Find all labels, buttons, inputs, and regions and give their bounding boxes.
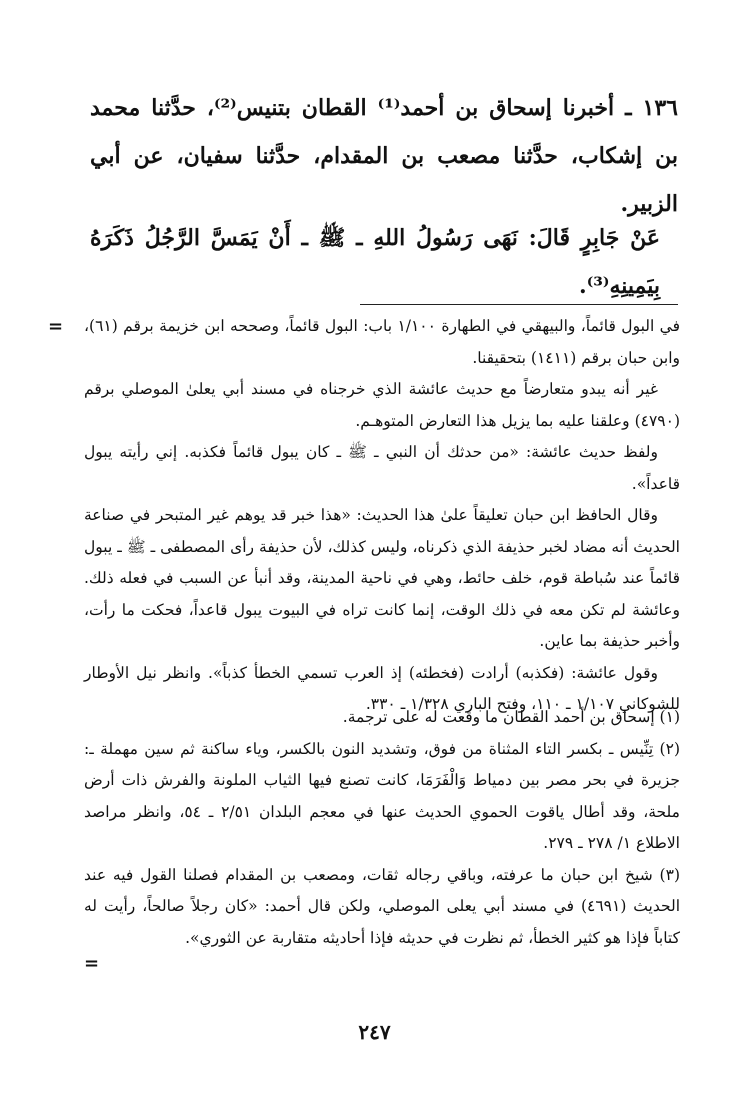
- footnote-1: (١) إسحاق بن أحمد القطان ما وقعت له على ترجمة.: [342, 708, 680, 726]
- continued-marker: =: [48, 316, 64, 337]
- page-number: ٢٤٧: [358, 1020, 391, 1044]
- footnote-3: (٣) شيخ ابن حبان ما عرفته، وباقي رجاله ثقات، ومصعب بن المقدام فصلنا القول فيه عند الحديث (٤٦٩١) في مسند أبي يعلى الموصلي، ولكن قال أحمد: «كان رجلاً صالحاً، رأيت له كتاباً فإذا هو كثير الخطأ، ثم نظرت في حديثه فإذا أحاديثه متقاربة عن الثوري».: [84, 865, 680, 947]
- footnote-separator: [360, 304, 678, 305]
- footnotes-list: [84, 702, 680, 954]
- hadith-chain-text: ١٣٦ ـ أخبرنا إسحاق بن أحمد⁽¹⁾ القطان بتنيس⁽²⁾، حدَّثنا محمد بن إشكاب، حدَّثنا مصعب بن المقدام، حدَّثنا سفيان، عن أبي الزبير.: [90, 95, 678, 217]
- hadith-text: عَنْ جَابِرٍ قَالَ: نَهَى رَسُولُ اللهِ ـ ﷺ ـ أَنْ يَمَسَّ الرَّجُلُ ذَكَرَهُ بِيَمِينِهِ⁽³⁾.: [90, 225, 660, 299]
- hadith-text-block: [90, 214, 678, 310]
- footnote-continued-paragraph: وقال الحافظ ابن حبان تعليقاً علىٰ هذا الحديث: «هذا خبر قد يوهم غير المتبحر في صناعة الحديث أنه مضاد لخبر حذيفة الذي ذكرناه، وليس كذلك، لأن حذيفة رأى المصطفى ـ ﷺ ـ يبول قائماً عند سُباطة قوم، خلف حائط، وهي في ناحية المدينة، وقد أنبأ عن السبب في فعله ذلك. وعائشة لم تكن معه في ذلك الوقت، إنما كانت تراه في البيوت يبول قاعداً، فحكت ما رأت، وأخبر حذيفة بما عاين.: [84, 506, 680, 650]
- footnote-continued-block: [84, 311, 680, 721]
- footnote-continued-paragraph: وقول عائشة: (فكذبه) أرادت (فخطئه) إذ العرب تسمي الخطأ كذباً». وانظر نيل الأوطار للشوكاني ١/١٠٧ ـ ١١٠، وفتح الباري ١/٣٢٨ ـ ٣٣٠.: [84, 663, 680, 713]
- footnote-2: (٢) تِنِّيس ـ بكسر التاء المثناة من فوق، وتشديد النون بالكسر، وياء ساكنة ثم سين مهملة ـ: جزيرة في بحر مصر بين دمياط وَالْفَرَمَا، كانت تصنع فيها الثياب الملونة والفرش ذات أرض ملحة، وقد أطال ياقوت الحموي الحديث عنها في معجم البلدان ٢/٥١ ـ ٥٤، وانظر مراصد الاطلاع ١/ ٢٧٨ ـ ٢٧٩.: [84, 739, 680, 852]
- hadith-chain-block: [90, 84, 678, 228]
- footnote-continued-paragraph: ولفظ حديث عائشة: «من حدثك أن النبي ـ ﷺ ـ كان يبول قائماً فكذبه. إني رأيته يبول قاعداً».: [84, 443, 680, 493]
- footnote-continued-paragraph: غير أنه يبدو متعارضاً مع حديث عائشة الذي خرجناه في مسند أبي يعلىٰ الموصلي برقم (٤٧٩٠) وعلقنا عليه بما يزيل هذا التعارض المتوهـم.: [84, 380, 680, 430]
- end-continuation-marker: =: [84, 953, 100, 974]
- footnote-continued-paragraph: في البول قائماً، والبيهقي في الطهارة ١/١٠٠ باب: البول قائماً، وصححه ابن خزيمة برقم (٦١)، وابن حبان برقم (١٤١١) بتحقيقنا.: [84, 317, 680, 367]
